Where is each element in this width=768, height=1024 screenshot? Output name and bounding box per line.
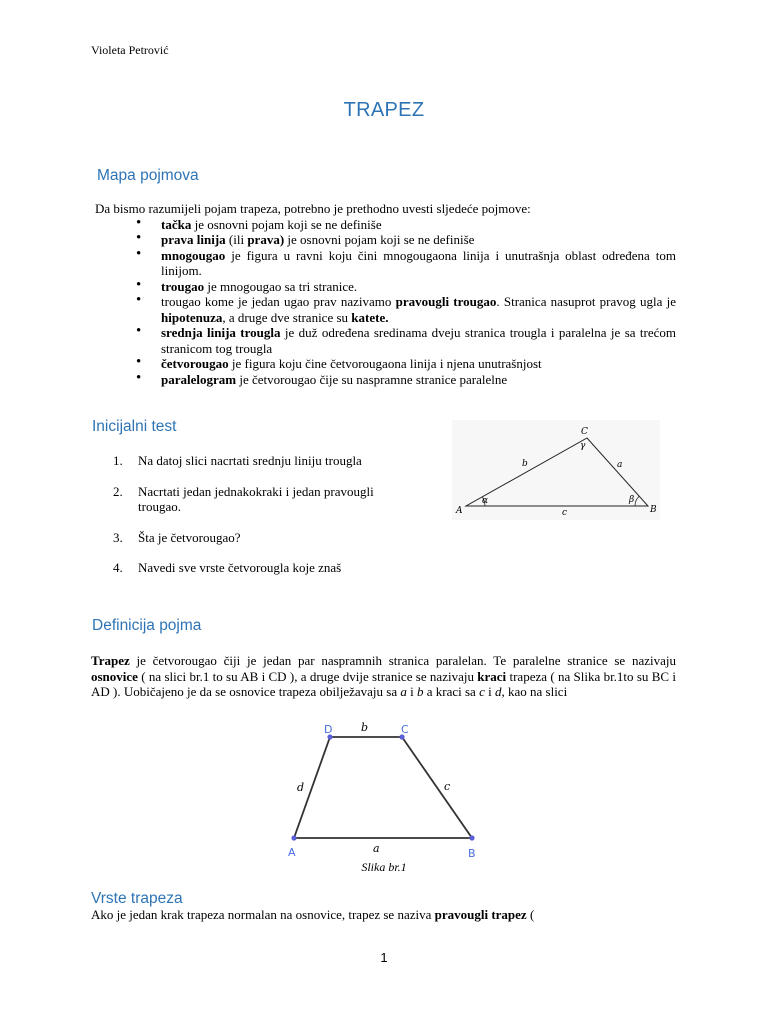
side-label-a: a bbox=[373, 842, 380, 855]
angle-label-alpha: α bbox=[482, 496, 489, 506]
list-item: • tačka je osnovni pojam koji se ne definiše bbox=[136, 217, 676, 233]
side-label-a: a bbox=[617, 460, 623, 470]
vertex-label-C: C bbox=[581, 427, 588, 437]
side-label-b: b bbox=[361, 721, 369, 734]
angle-label-gamma: γ bbox=[580, 441, 586, 451]
list-item: 4. Navedi sve vrste četvorougla koje znaš bbox=[113, 560, 342, 575]
list-item: 2. Nacrtati jedan jednakokraki i jedan pravougli trougao. bbox=[113, 483, 374, 514]
vertex-label-A: A bbox=[288, 846, 296, 859]
section-heading-mapa: Mapa pojmova bbox=[97, 167, 199, 184]
list-item: 1. Na datoj slici nacrtati srednju liniju trougla bbox=[113, 453, 362, 468]
list-item: • srednja linija trougla je duž određena sredinama dveju stranica trougla i paralelna je sa trećom stranicom tog trougla bbox=[136, 325, 676, 356]
vertex-point-A bbox=[291, 835, 296, 840]
mapa-list bbox=[136, 217, 676, 388]
vertex-label-B: B bbox=[650, 505, 657, 515]
definicija-paragraph: Trapez je četvorougao čiji je jedan par naspramnih stranica paralelan. Te paralelne stranice se nazivaju osnovice ( na slici br.1 to su AB i CD ), a druge dvije stranice se nazivaju kraci trapeza ( na Slika br.1to su BC i AD ). Uobičajeno je da se osnovice trapeza obilježavaju sa a i b a kraci sa c i d, kao na slici bbox=[91, 653, 676, 699]
section-heading-definicija: Definicija pojma bbox=[92, 617, 202, 634]
test-list bbox=[113, 453, 413, 576]
triangle-figure bbox=[452, 420, 660, 520]
side-label-c: c bbox=[562, 508, 568, 518]
vrste-paragraph: Ako je jedan krak trapeza normalan na osnovice, trapez se naziva pravougli trapez ( bbox=[91, 907, 535, 922]
trapez-figure bbox=[282, 718, 488, 864]
page-title: TRAPEZ bbox=[343, 99, 425, 121]
list-item: • trougao je mnogougao sa tri stranice. bbox=[136, 279, 676, 295]
section-heading-inicijalni: Inicijalni test bbox=[92, 418, 177, 435]
mapa-intro: Da bismo razumijeli pojam trapeza, potrebno je prethodno uvesti sljedeće pojmove: bbox=[95, 201, 531, 216]
inicijalni-section bbox=[113, 453, 413, 576]
figure-caption: Slika br.1 bbox=[361, 860, 407, 874]
list-item: • paralelogram je četvorougao čije su naspramne stranice paralelne bbox=[136, 372, 676, 388]
vertex-label-D: D bbox=[324, 723, 333, 736]
list-item: • četvorougao je figura koju čine četvorougaona linija i njena unutrašnjost bbox=[136, 356, 676, 372]
vertex-label-B: B bbox=[468, 847, 476, 860]
list-item: • mnogougao je figura u ravni koju čini mnogougaona linija i unutrašnja oblast određena tom linijom. bbox=[136, 248, 676, 279]
vertex-point-B bbox=[469, 835, 474, 840]
mapa-section bbox=[95, 201, 680, 387]
section-heading-vrste: Vrste trapeza bbox=[91, 890, 183, 907]
side-label-b: b bbox=[522, 459, 528, 469]
list-item: • prava linija (ili prava) je osnovni pojam koji se ne definiše bbox=[136, 232, 676, 248]
header-author: Violeta Petrović bbox=[91, 43, 169, 57]
side-label-c: c bbox=[444, 780, 451, 793]
side-label-d: d bbox=[297, 781, 305, 794]
page-number: 1 bbox=[380, 950, 388, 965]
vertex-label-A: A bbox=[456, 506, 463, 516]
list-item: 3. Šta je četvorougao? bbox=[113, 529, 241, 545]
angle-label-beta: β bbox=[629, 495, 635, 505]
list-item: • trougao kome je jedan ugao prav nazivamo pravougli trougao. Stranica nasuprot pravog ugla je hipotenuza, a druge dve stranice su katete. bbox=[136, 294, 676, 325]
vertex-label-C: C bbox=[401, 723, 409, 736]
